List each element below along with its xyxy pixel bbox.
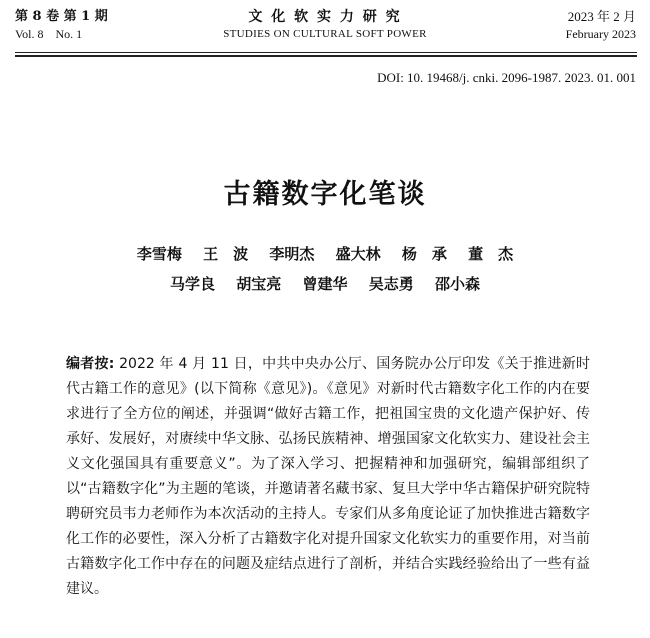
issue-cn: 第 8 卷 第 1 期 [15,9,108,24]
author-name: 马学良 [169,275,215,293]
issue-date [566,8,636,42]
author-name: 李明杰 [269,245,315,263]
author-list-line-1 [0,243,650,264]
date-cn: 2023 年 2 月 [567,9,636,24]
author-list-line-2 [0,273,650,294]
author-name: 曾建华 [302,275,348,293]
editor-note-text: 2022 年 4 月 11 日，中共中央办公厅、国务院办公厅印发《关于推进新时代古籍工作的意见》(以下简称《意见》)。《意见》对新时代古籍数字化工作的内在要求进行了全方位的阐述，并强调“做好古籍工作，把祖国宝贵的文化遗产保护好、传承好、发展好，对赓续中华文脉、弘扬民族精神、增强国家文化软实力、建设社会主义文化强国具有重要意义”。为了深入学习、把握精神和加强研究，编辑部组织了以“古籍数字化”为主题的笔谈，并邀请著名藏书家、复旦大学中华古籍保护研究院特聘研究员韦力老师作为本次活动的主持人。专家们从多角度论证了加快推进古籍数字化工作的必要性，深入分析了古籍数字化对提升国家文化软实力的重要作用，对当前古籍数字化工作中存在的问题及症结点进行了剖析，并结合实践经验给出了一些有益建议。 [66,356,590,597]
editor-note-label: 编者按: [66,356,115,372]
author-name: 胡宝亮 [236,275,282,293]
author-name: 董 杰 [468,245,514,263]
journal-name-cn: 文 化 软 实 力 研 究 [248,9,402,25]
running-header [0,0,650,52]
date-en: February 2023 [565,27,636,41]
author-name: 吴志勇 [368,275,414,293]
editor-note [66,352,590,602]
journal-name-en: STUDIES ON CULTURAL SOFT POWER [223,28,427,40]
article-title: 古籍数字化笔谈 [223,179,427,210]
journal-name [0,8,650,42]
author-name: 李雪梅 [136,245,182,263]
header-rule-bottom [15,55,637,57]
author-name: 邵小森 [434,275,480,293]
author-name: 杨 承 [401,245,447,263]
issue-en: Vol. 8 No. 1 [15,27,83,41]
author-name: 盛大林 [335,245,381,263]
header-rule-top [15,52,637,53]
doi: DOI: 10. 19468/j. cnki. 2096-1987. 2023. 01. 001 [377,70,636,85]
author-name: 王 波 [203,245,249,263]
